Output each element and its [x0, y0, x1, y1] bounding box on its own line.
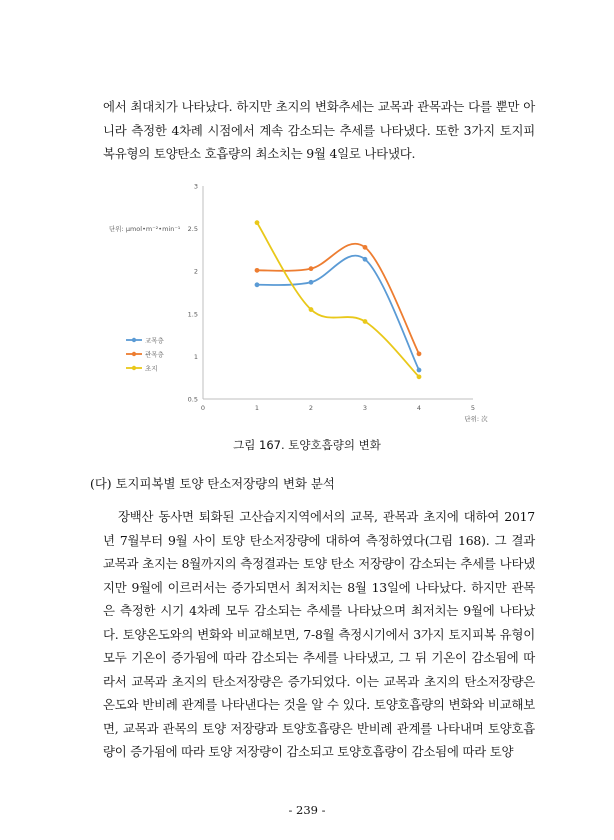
data-point: [309, 280, 314, 285]
data-point: [417, 374, 422, 379]
legend-label: 관목층: [145, 350, 164, 359]
page-number: - 239 -: [288, 803, 326, 817]
data-point: [363, 257, 368, 262]
x-tick-label: 4: [416, 404, 422, 412]
x-tick-label: 1: [254, 404, 260, 412]
data-point: [417, 351, 422, 356]
legend-marker: [132, 352, 136, 356]
figure-caption: 그림 167. 토양호흡량의 변화: [233, 438, 381, 452]
data-point: [309, 307, 314, 312]
x-axis-label: 단위: 次: [464, 415, 488, 423]
legend-marker: [132, 338, 136, 342]
data-point: [363, 245, 368, 250]
x-tick-label: 5: [470, 404, 476, 412]
series-line: [257, 256, 419, 370]
y-axis-label: 단위: μmol•m⁻²•min⁻¹: [109, 225, 181, 234]
y-tick-label: 3: [193, 182, 198, 191]
series-line: [257, 244, 419, 354]
y-tick-label: 0.5: [187, 395, 198, 404]
x-tick-label: 0: [200, 404, 206, 412]
y-tick-label: 1: [193, 352, 198, 361]
section-heading: (다) 토지피복별 토양 탄소저장량의 변화 분석: [90, 476, 335, 491]
data-point: [309, 266, 314, 271]
body-paragraph-1: 에서 최대치가 나타났다. 하지만 초지의 변화추세는 교목과 관목과는 다를 뿐만 아니라 측정한 4차례 시점에서 계속 감소되는 추세를 나타냈다. 또한 3가지 토지피복유형의 토양탄소 호흡량의 최소치는 9월 4일로 나타냈다.: [103, 99, 535, 161]
body-paragraph-2: 장백산 동사면 퇴화된 고산습지지역에서의 교목, 관목과 초지에 대하여 2017년 7월부터 9월 사이 토양 탄소저장량에 대하여 측정하였다(그림 168). 그 결과 교목과 초지는 8월까지의 측정결과는 토양 탄소 저장량이 감소되는 추세를 나타냈지만 9월에 이르러서는 증가되면서 최저치는 8월 13일에 나타났다. 하지만 관목은 측정한 시기 4차례 모두 감소되는 추세를 나타났으며 최저치는 9월에 나타났다. 토양온도와의 변화와 비교해보면, 7-8월 측정시기에서 3가지 토지피복 유형이 모두 기온이 증가됨에 따라 감소되는 추세를 나타냈고, 그 뒤 기온이 감소됨에 따라서 교목과 초지의 탄소저장량은 증가되었다. 이는 교목과 초지의 탄소저장량은 온도와 반비례 관계를 나타낸다는 것을 알 수 있다. 토양호흡량의 변화와 비교해보면, 교목과 관목의 토양 저장량과 토양호흡량은 반비례 관계를 나타내며 토양호흡량이 증가됨에 따라 토양 저장량이 감소되고 토양호흡량이 감소됨에 따라 토양: [103, 509, 535, 759]
legend-label: 초지: [145, 364, 158, 373]
x-tick-label: 3: [362, 404, 368, 412]
data-point: [255, 282, 260, 287]
data-point: [363, 319, 368, 324]
data-point: [255, 220, 260, 225]
legend-marker: [132, 366, 136, 370]
y-tick-label: 2.5: [187, 225, 198, 234]
data-point: [417, 368, 422, 373]
x-tick-label: 2: [308, 404, 314, 412]
y-tick-label: 2: [193, 267, 198, 276]
data-point: [255, 268, 260, 273]
legend-label: 교목층: [145, 336, 164, 345]
y-tick-label: 1.5: [187, 310, 198, 319]
soil-respiration-chart: [96, 178, 496, 428]
